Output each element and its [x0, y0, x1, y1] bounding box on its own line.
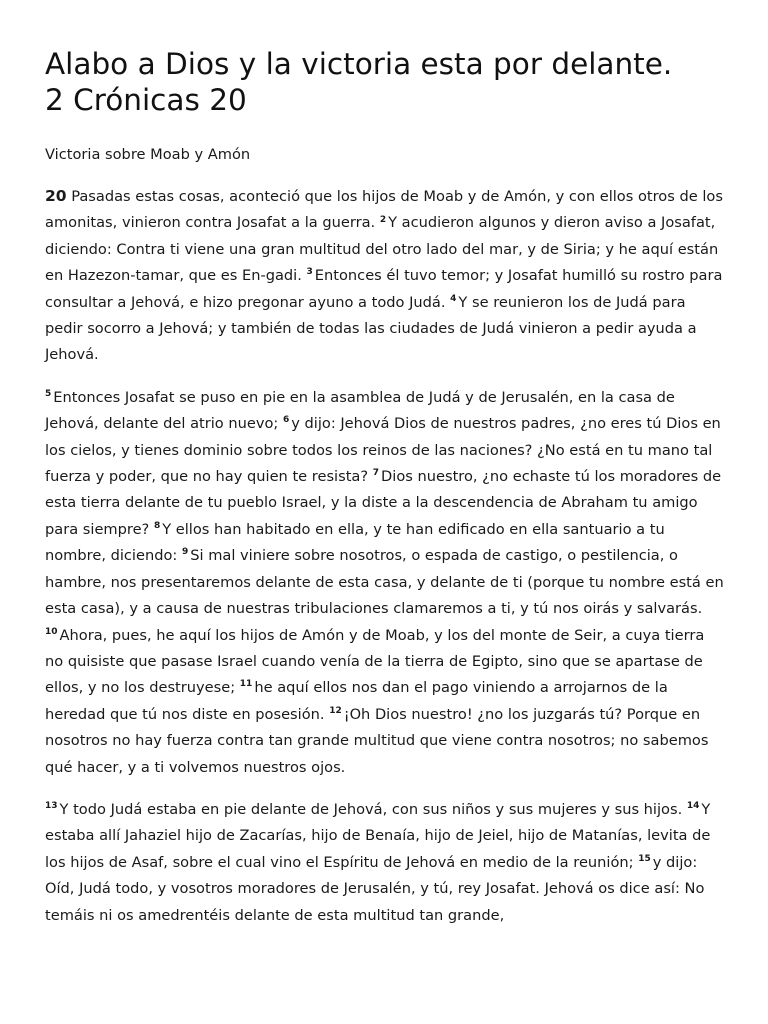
- verse-number: 10: [45, 626, 58, 637]
- verse-text: Si mal viniere sobre nosotros, o espada de castigo, o pestilencia, o hambre, nos presentaremos delante de esta casa, y delante de ti (porque tu nombre está en esta casa), y a causa de nuestras tribulaciones clamaremos a ti, y tú nos oirás y salvarás.: [45, 547, 724, 618]
- verse-text: y dijo: Jehová Dios de nuestros padres, ¿no eres tú Dios en los cielos, y tienes dominio sobre todos los reinos de las naciones? ¿No está en tu mano tal fuerza y poder, que no hay quien te resista?: [45, 415, 721, 486]
- chapter-number: 20: [45, 187, 67, 205]
- verse-number: 6: [282, 415, 290, 426]
- title-line-1: Alabo a Dios y la victoria esta por delante.: [45, 47, 673, 81]
- verse-text: ¡Oh Dios nuestro! ¿no los juzgarás tú? Porque en nosotros no hay fuerza contra tan grande multitud que viene contra nosotros; no sabemos qué hacer, y a ti volvemos nuestros ojos.: [45, 705, 709, 776]
- verse-text: Pasadas estas cosas, aconteció que los hijos de Moab y de Amón, y con ellos otros de los amonitas, vinieron contra Josafat a la guerra.: [45, 188, 723, 232]
- verse-number: 14: [686, 801, 700, 812]
- verse-number: 4: [450, 293, 457, 304]
- verse-number: 12: [329, 705, 342, 716]
- verse-number: 3: [306, 267, 313, 278]
- verse-number: 2: [379, 214, 387, 225]
- verse-text: Dios nuestro, ¿no echaste tú los moradores de esta tierra delante de tu pueblo Israel, y la diste a la descendencia de Abraham tu amigo para siempre?: [45, 468, 722, 538]
- document-page: [45, 46, 725, 929]
- page-title: [45, 46, 725, 118]
- verse-text: y dijo: Oíd, Judá todo, y vosotros moradores de Jerusalén, y tú, rey Josafat. Jehová os dice así: No temáis ni os amedrentéis delante de esta multitud tan grande,: [45, 853, 705, 924]
- section-heading: Victoria sobre Moab y Amón: [45, 146, 251, 163]
- verse-number: 7: [372, 468, 380, 479]
- verse-text: Y se reunieron los de Judá para pedir socorro a Jehová; y también de todas las ciudades de Judá vinieron a pedir ayuda a Jehová.: [45, 293, 697, 364]
- verse-text: Y todo Judá estaba en pie delante de Jehová, con sus niños y sus mujeres y sus hijos.: [59, 800, 683, 818]
- verse-text: Ahora, pues, he aquí los hijos de Amón y de Moab, y los del monte de Seir, a cuya tierra no quisiste que pasase Israel cuando venía de la tierra de Egipto, sino que se apartase de ellos, y no los destruyese;: [45, 626, 705, 697]
- title-line-2: 2 Crónicas 20: [45, 83, 247, 117]
- verse-text: Y estaba allí Jahaziel hijo de Zacarías, hijo de Benaía, hijo de Jeiel, hijo de Matanías, levita de los hijos de Asaf, sobre el cual vino el Espíritu de Jehová en medio de la reunión;: [45, 800, 711, 871]
- verse-number: 15: [638, 853, 651, 864]
- paragraph-1: [45, 183, 725, 369]
- verse-number: 5: [45, 388, 52, 399]
- paragraph-2: [45, 385, 725, 781]
- paragraph-3: [45, 797, 725, 929]
- verse-text: Y ellos han habitado en ella, y te han edificado en ella santuario a tu nombre, diciendo:: [45, 520, 665, 565]
- verse-number: 13: [45, 801, 58, 812]
- verse-text: he aquí ellos nos dan el pago viniendo a arrojarnos de la heredad que tú nos diste en posesión.: [45, 679, 668, 723]
- verse-text: Entonces él tuvo temor; y Josafat humilló su rostro para consultar a Jehová, e hizo pregonar ayuno a todo Judá.: [45, 267, 723, 311]
- verse-text: Entonces Josafat se puso en pie en la asamblea de Judá y de Jerusalén, en la casa de Jehová, delante del atrio nuevo;: [45, 388, 675, 433]
- verse-number: 9: [181, 547, 189, 558]
- verse-text: Y acudieron algunos y dieron aviso a Josafat, diciendo: Contra ti viene una gran multitud del otro lado del mar, y de Siria; y he aquí están en Hazezon-tamar, que es En-gadi.: [45, 214, 719, 285]
- verse-number: 11: [239, 679, 253, 690]
- verse-number: 8: [153, 521, 161, 532]
